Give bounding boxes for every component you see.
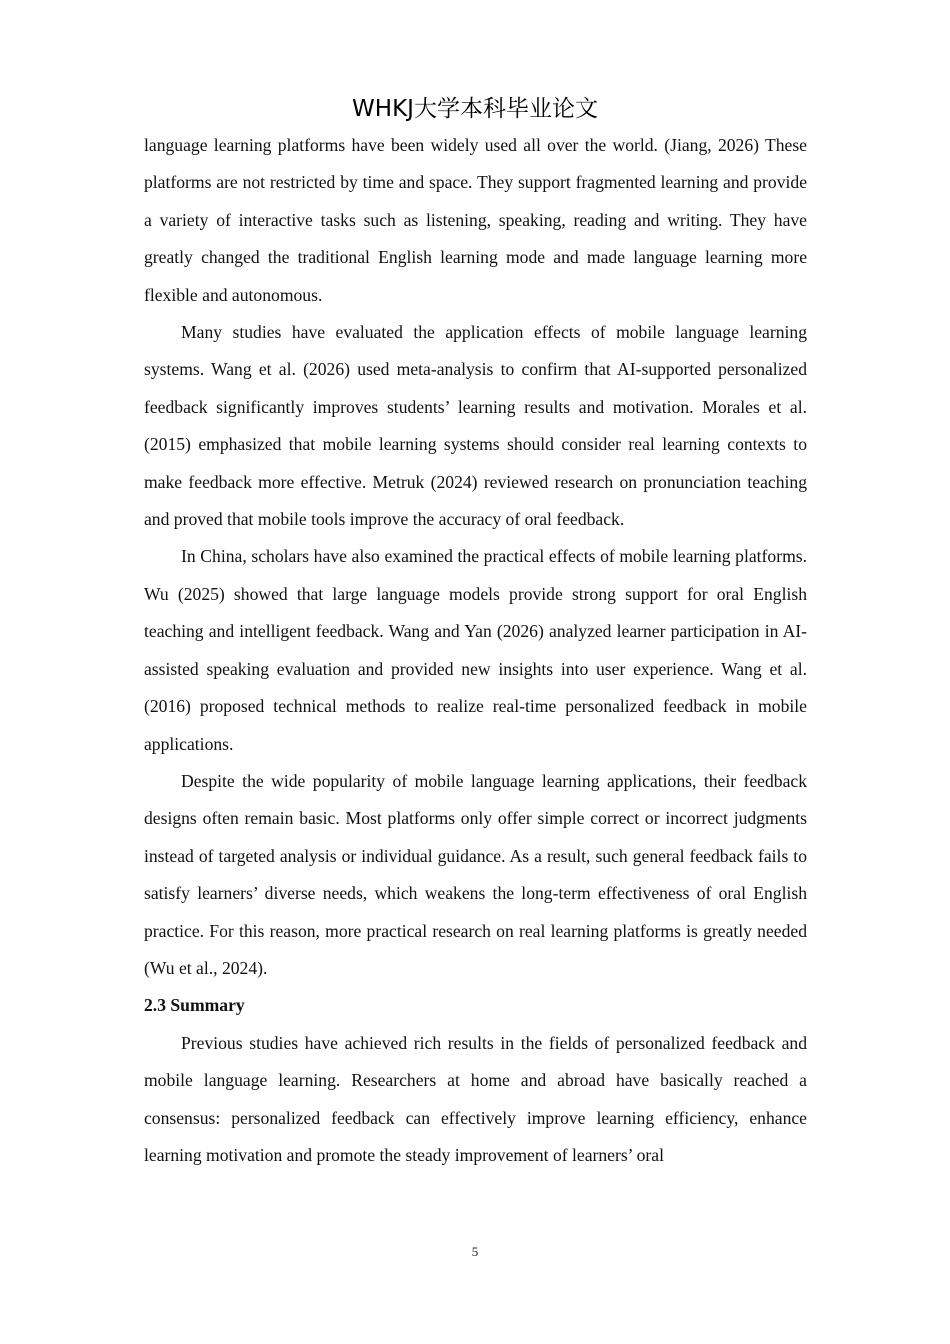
- paragraph-4: Despite the wide popularity of mobile language learning applications, their feedback designs often remain basic. Most platforms only offer simple correct or incorrect judgments instead of targeted analysis or individual guidance. As a result, such general feedback fails to satisfy learners’ diverse needs, which weakens the long-term effectiveness of oral English practice. For this reason, more practical research on real learning platforms is greatly needed (Wu et al., 2024).: [144, 770, 807, 978]
- page-number: 5: [471, 1244, 479, 1259]
- paragraph-5: Previous studies have achieved rich results in the fields of personalized feedback and mobile language learning. Researchers at home and abroad have basically reached a consensus: personalized feedback can effectively improve learning efficiency, enhance learning motivation and promote the steady improvement of learners’ oral: [144, 1032, 807, 1165]
- page-header: WHKJ大学本科毕业论文: [352, 96, 598, 122]
- paragraph-1: language learning platforms have been widely used all over the world. (Jiang, 2026) These platforms are not restricted by time and space. They support fragmented learning and provide a variety of interactive tasks such as listening, speaking, reading and writing. They have greatly changed the traditional English learning mode and made language learning more flexible and autonomous.: [144, 135, 807, 305]
- section-heading: 2.3 Summary: [144, 995, 245, 1016]
- paragraph-2: Many studies have evaluated the application effects of mobile language learning systems. Wang et al. (2026) used meta-analysis to confirm that AI-supported personalized feedback significantly improves students’ learning results and motivation. Morales et al. (2015) emphasized that mobile learning systems should consider real learning contexts to make feedback more effective. Metruk (2024) reviewed research on pronunciation teaching and proved that mobile tools improve the accuracy of oral feedback.: [144, 322, 807, 530]
- body-text: [144, 127, 807, 1174]
- paragraph-3: In China, scholars have also examined the practical effects of mobile learning platforms. Wu (2025) showed that large language models provide strong support for oral English teaching and intelligent feedback. Wang and Yan (2026) analyzed learner participation in AI-assisted speaking evaluation and provided new insights into user experience. Wang et al. (2016) proposed technical methods to realize real-time personalized feedback in mobile applications.: [144, 546, 807, 754]
